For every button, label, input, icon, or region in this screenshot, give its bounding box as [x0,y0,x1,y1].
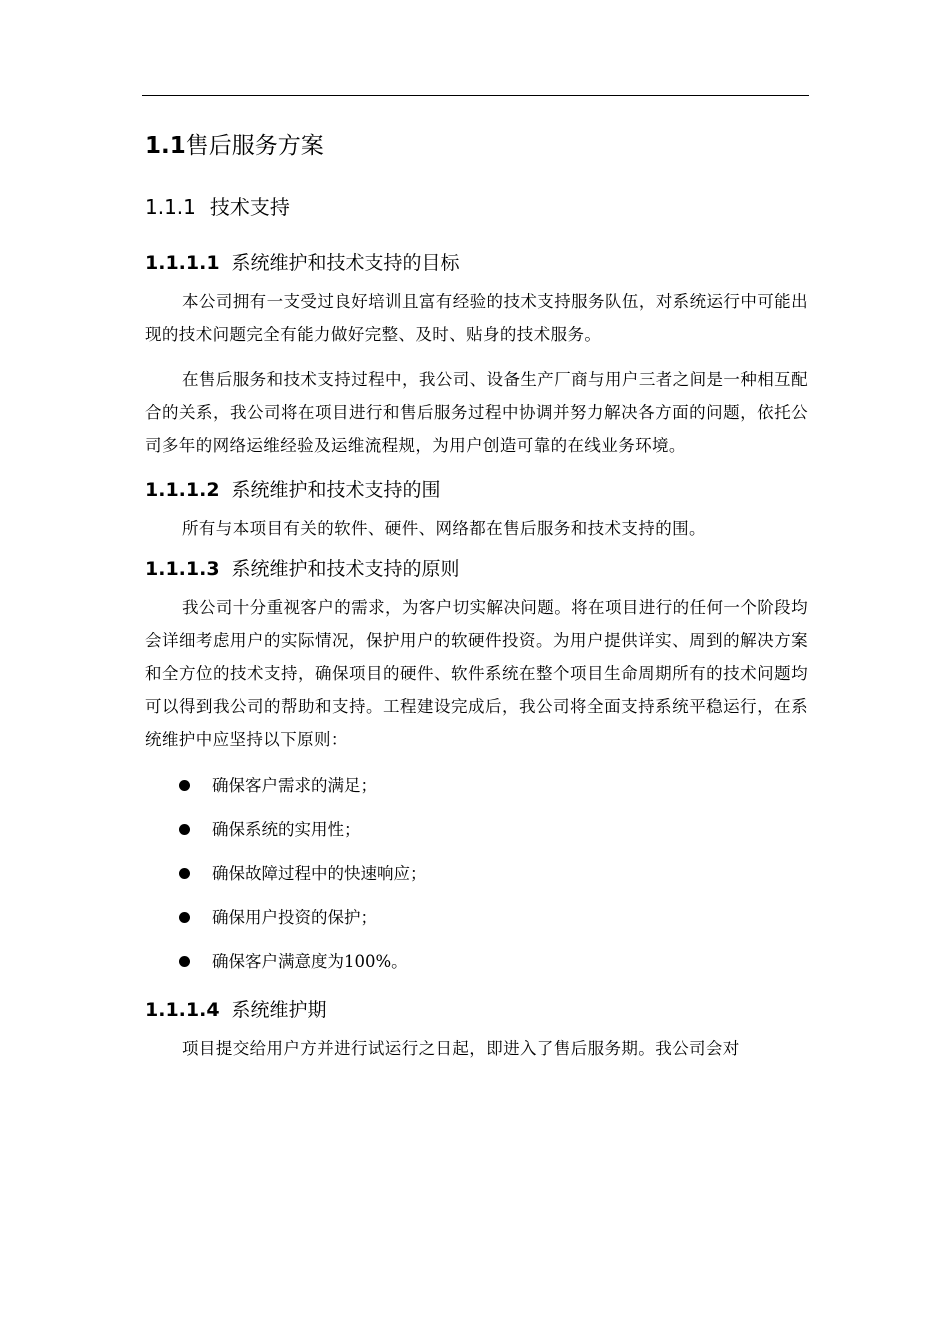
paragraph: 我公司十分重视客户的需求，为客户切实解决问题。将在项目进行的任何一个阶段均会详细考虑用户的实际情况，保护用户的软硬件投资。为用户提供详实、周到的解决方案和全方位的技术支持，确保项目的硬件、软件系统在整个项目生命周期所有的技术问题均可以得到我公司的帮助和支持。工程建设完成后，我公司将全面支持系统平稳运行，在系统维护中应坚持以下原则： [145,598,808,749]
heading-principles [145,553,808,585]
paragraph: 所有与本项目有关的软件、硬件、网络都在售后服务和技术支持的围。 [182,519,706,538]
list-item [145,852,808,896]
list-item [145,808,808,852]
bullet-icon [179,824,190,835]
heading-title: 系统维护和技术支持的围 [231,479,441,501]
list-item-text: 确保故障过程中的快速响应； [212,864,427,883]
subsection-number: 1.1.1 [145,195,196,219]
paragraph: 本公司拥有一支受过良好培训且富有经验的技术支持服务队伍，对系统运行中可能出现的技术问题完全有能力做好完整、及时、贴身的技术服务。 [145,292,808,344]
principles-list [145,764,808,984]
subsection-title: 技术支持 [209,195,290,219]
bullet-icon [179,956,190,967]
heading-title: 系统维护和技术支持的原则 [231,558,460,580]
heading-title: 系统维护期 [231,999,327,1021]
heading-maintenance-period [145,994,808,1026]
list-item-text: 确保客户需求的满足； [212,776,377,795]
list-item-text: 确保客户满意度为100%。 [212,952,408,971]
heading-number: 1.1.1.1 [145,252,220,274]
bullet-icon [179,912,190,923]
heading-title: 系统维护和技术支持的目标 [231,252,460,274]
list-item [145,764,808,808]
heading-number: 1.1.1.4 [145,999,220,1021]
list-item [145,940,808,984]
bullet-icon [179,868,190,879]
list-item [145,896,808,940]
subsection-heading [145,191,808,223]
heading-scope [145,474,808,506]
header-rule [142,95,809,96]
heading-goals [145,247,808,279]
section-title: 售后服务方案 [185,133,324,159]
paragraph: 在售后服务和技术支持过程中，我公司、设备生产厂商与用户三者之间是一种相互配合的关系，我公司将在项目进行和售后服务过程中协调并努力解决各方面的问题，依托公司多年的网络运维经验及运维流程规，为用户创造可靠的在线业务环境。 [145,370,808,455]
heading-number: 1.1.1.2 [145,479,220,501]
list-item-text: 确保系统的实用性； [212,820,361,839]
heading-number: 1.1.1.3 [145,558,220,580]
section-number: 1.1 [145,133,186,159]
section-heading [145,128,808,164]
document-body [145,128,808,1077]
bullet-icon [179,780,190,791]
paragraph: 项目提交给用户方并进行试运行之日起，即进入了售后服务期。我公司会对 [182,1039,740,1058]
list-item-text: 确保用户投资的保护； [212,908,377,927]
